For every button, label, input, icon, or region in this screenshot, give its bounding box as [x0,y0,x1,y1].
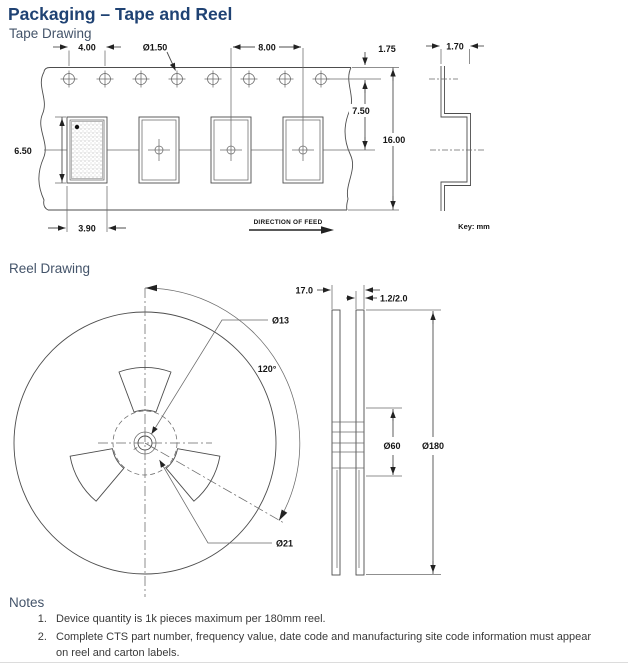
sprocket-hole-dia-label: Ø1.50 [142,42,168,53]
page-divider [0,662,628,663]
note-item: 2. Complete CTS part number, frequency value, date code and manufacturing site code information must appear on reel and carton labels. [50,629,595,662]
reel-width-dim-label: 17.0 [295,285,313,296]
flange-thickness-dim-label: 1.2/2.0 [380,293,408,304]
tape-cross-section [426,42,490,232]
tape-thickness-dim-label: 1.70 [446,41,464,52]
angle-arc-arrow-icon [279,510,287,521]
reel-side-view [295,285,450,575]
sprocket-pitch-dim-label: 4.00 [78,42,96,53]
notes-heading: Notes [9,595,45,610]
note-item: 1. Device quantity is 1k pieces maximum per 180mm reel. [50,611,595,628]
pocket-width-dim-label: 3.90 [78,223,96,234]
hub-section [332,422,364,568]
hub-dia-label: Ø60 [383,441,401,451]
reel-drawing-heading: Reel Drawing [9,261,91,276]
device-in-pocket [72,122,103,179]
pocket-pitch-dim-label: 8.00 [258,42,276,53]
direction-of-feed-label: DIRECTION OF FEED [253,219,323,226]
angle-arc-arrow-icon [146,285,158,291]
feed-arrow-icon [321,226,334,234]
tape-pockets [44,117,346,183]
window-angle-label: 120° [257,364,277,374]
reel-front-view [14,285,300,597]
page-title: Packaging – Tape and Reel [8,4,233,24]
sprocket-to-pocket-dim-label: 7.50 [352,106,370,116]
edge-to-sprocket-dim-label: 1.75 [378,44,396,54]
spindle-dia-label: Ø21 [276,538,294,549]
notes-list [20,611,595,663]
hub-hole-dia-label: Ø13 [272,315,290,326]
units-key-label: Key: mm [458,222,490,231]
pocket-empty [139,117,179,183]
pocket-with-device [67,117,107,183]
direction-of-feed [249,219,334,234]
reel-dia-label: Ø180 [421,441,445,451]
sprocket-holes [61,71,330,88]
tape-width-dim-label: 16.00 [382,135,406,145]
pin1-marker-dot [75,125,79,129]
tape-drawing-heading: Tape Drawing [9,26,92,41]
pocket-length-dim-label: 6.50 [14,146,32,156]
